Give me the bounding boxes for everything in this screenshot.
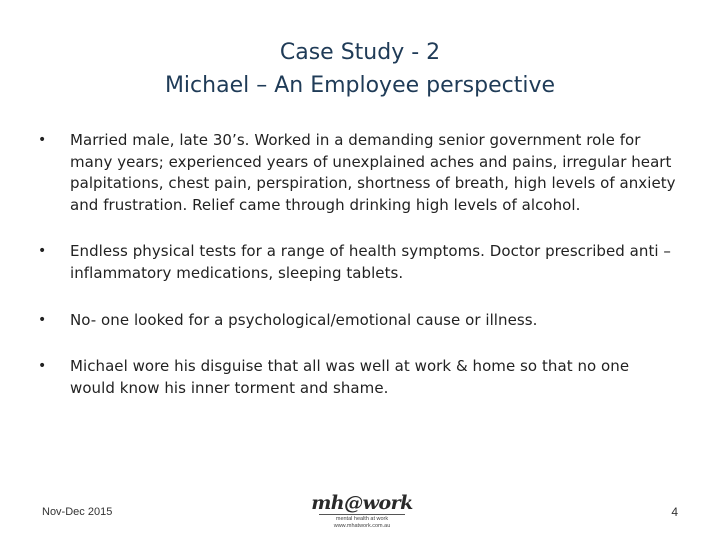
- page-number: 4: [671, 505, 678, 519]
- bullet-text: Married male, late 30’s. Worked in a demanding senior government role for many years; experienced years of unexplained aches and pains, irregular heart palpitations, chest pain, perspiration, shortness of breath, high levels of anxiety and frustration. Relief came through drinking high levels of alcohol.: [70, 131, 676, 214]
- logo-tagline: mental health at work: [335, 516, 389, 522]
- bullet-marker: •: [38, 311, 47, 328]
- bullet-item: [38, 356, 678, 399]
- slide-title: [0, 36, 720, 102]
- bullet-marker: •: [38, 243, 47, 260]
- mhatwork-logo: [304, 493, 420, 538]
- footer-date: Nov-Dec 2015: [42, 506, 113, 518]
- bullet-marker: •: [38, 132, 47, 148]
- bullet-item: [38, 241, 678, 284]
- bullet-list: [38, 130, 678, 399]
- logo-wordmark: mh@work: [311, 492, 413, 514]
- title-line-2: Michael – An Employee perspective: [164, 73, 556, 98]
- title-line-1: Case Study - 2: [279, 40, 441, 65]
- logo-divider: [319, 514, 405, 515]
- bullet-item: [38, 130, 678, 216]
- bullet-text: Endless physical tests for a range of health symptoms. Doctor prescribed anti – inflammatory medications, sleeping tablets.: [70, 242, 671, 282]
- bullet-marker: •: [38, 358, 47, 375]
- bullet-text: Michael wore his disguise that all was well at work & home so that no one would know his inner torment and shame.: [70, 357, 630, 397]
- logo-url: www.mhatwork.com.au: [333, 523, 391, 529]
- bullet-text: No- one looked for a psychological/emotional cause or illness.: [70, 310, 538, 329]
- bullet-item: [38, 310, 678, 332]
